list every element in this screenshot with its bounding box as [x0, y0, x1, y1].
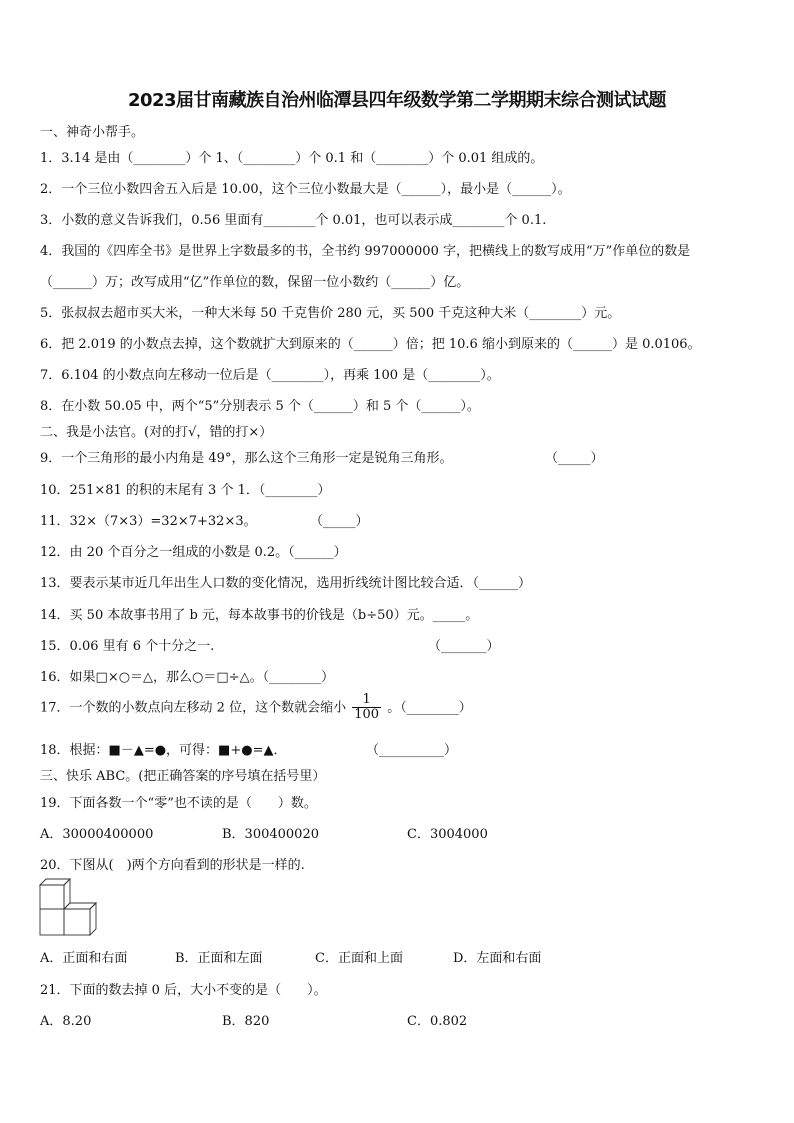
fraction-numerator: 1 [352, 693, 381, 708]
question-12: 12．由 20 个百分之一组成的小数是 0.2。（______） [40, 545, 347, 560]
question-13: 13．要表示某市近几年出生人口数的变化情况，选用折线统计图比较合适．（______） [40, 576, 532, 591]
q20-option-b: B．正面和左面 [175, 951, 263, 966]
question-11-answer-blank: （_____） [310, 514, 369, 529]
question-3: 3．小数的意义告诉我们，0.56 里面有________个 0.01，也可以表示成________个 0.1. [40, 213, 547, 228]
section-1-heading: 一、神奇小帮手。 [40, 125, 145, 140]
question-18-answer-blank: （__________） [366, 743, 458, 758]
question-14: 14．买 50 本故事书用了 b 元，每本故事书的价钱是（b÷50）元。_____。 [40, 608, 479, 623]
question-15: 15．0.06 里有 6 个十分之一. [40, 639, 215, 654]
question-4-line-1: 4．我国的《四库全书》是世界上字数最多的书，全书约 997000000 字，把横线上的数写成用“万”作单位的数是 [40, 244, 691, 259]
q20-option-a: A．正面和右面 [40, 951, 128, 966]
q20-option-c: C．正面和上面 [315, 951, 403, 966]
question-17 [40, 693, 472, 723]
question-7: 7．6.104 的小数点向左移动一位后是（________），再乘 100 是（________）。 [40, 368, 500, 383]
page-title: 2023届甘南藏族自治州临潭县四年级数学第二学期期末综合测试试题 [127, 90, 667, 111]
cube-stack-drawing [38, 877, 110, 939]
question-8: 8．在小数 50.05 中，两个“5”分别表示 5 个（______）和 5 个（______）。 [40, 399, 480, 414]
question-9: 9．一个三角形的最小内角是 49°，那么这个三角形一定是锐角三角形。 [40, 451, 453, 466]
question-15-answer-blank: （_______） [428, 639, 500, 654]
question-17-suffix: 。（________） [387, 700, 472, 716]
question-1: 1．3.14 是由（________）个 1、（________）个 0.1 和（________）个 0.01 组成的。 [40, 151, 544, 166]
question-20: 20．下图从( )两个方向看到的形状是一样的. [40, 858, 305, 873]
question-4-line-2: （______）万；改写成用“亿”作单位的数，保留一位小数约（______）亿。 [40, 275, 470, 290]
section-2-heading: 二、我是小法官。(对的打√，错的打×） [40, 425, 273, 440]
fraction-one-hundredth [352, 693, 381, 723]
question-11: 11．32×（7×3）=32×7+32×3。 [40, 514, 257, 529]
q19-option-c: C．3004000 [407, 827, 488, 842]
cube-stack-figure [38, 877, 110, 943]
fraction-denominator: 100 [354, 707, 380, 723]
q21-option-a: A．8.20 [40, 1014, 92, 1029]
q21-option-c: C．0.802 [407, 1014, 468, 1029]
question-2: 2．一个三位小数四舍五入后是 10.00，这个三位小数最大是（______），最小是（______）。 [40, 182, 571, 197]
section-3-heading: 三、快乐 ABC。(把正确答案的序号填在括号里） [40, 769, 326, 784]
question-6: 6．把 2.019 的小数点去掉，这个数就扩大到原来的（______）倍；把 10.6 缩小到原来的（______）是 0.0106。 [40, 337, 701, 352]
question-17-text: 17．一个数的小数点向左移动 2 位，这个数就会缩小 [40, 700, 347, 716]
question-10: 10．251×81 的积的末尾有 3 个 1．（________） [40, 483, 331, 498]
q20-option-d: D．左面和右面 [453, 951, 542, 966]
question-16: 16．如果□×○＝△，那么○＝□÷△。（________） [40, 670, 335, 685]
q21-option-b: B．820 [222, 1014, 270, 1029]
q19-option-a: A．30000400000 [40, 827, 154, 842]
question-19: 19．下面各数一个“零”也不读的是（ ）数。 [40, 796, 317, 811]
q19-option-b: B．300400020 [222, 827, 319, 842]
question-18: 18．根据：■－▲=●，可得：■+●=▲． [40, 743, 287, 758]
question-5: 5．张叔叔去超市买大米，一种大米每 50 千克售价 280 元，买 500 千克这种大米（________）元。 [40, 306, 621, 321]
question-9-answer-blank: （_____） [545, 451, 604, 466]
question-21: 21．下面的数去掉 0 后，大小不变的是（ ）。 [40, 983, 327, 998]
